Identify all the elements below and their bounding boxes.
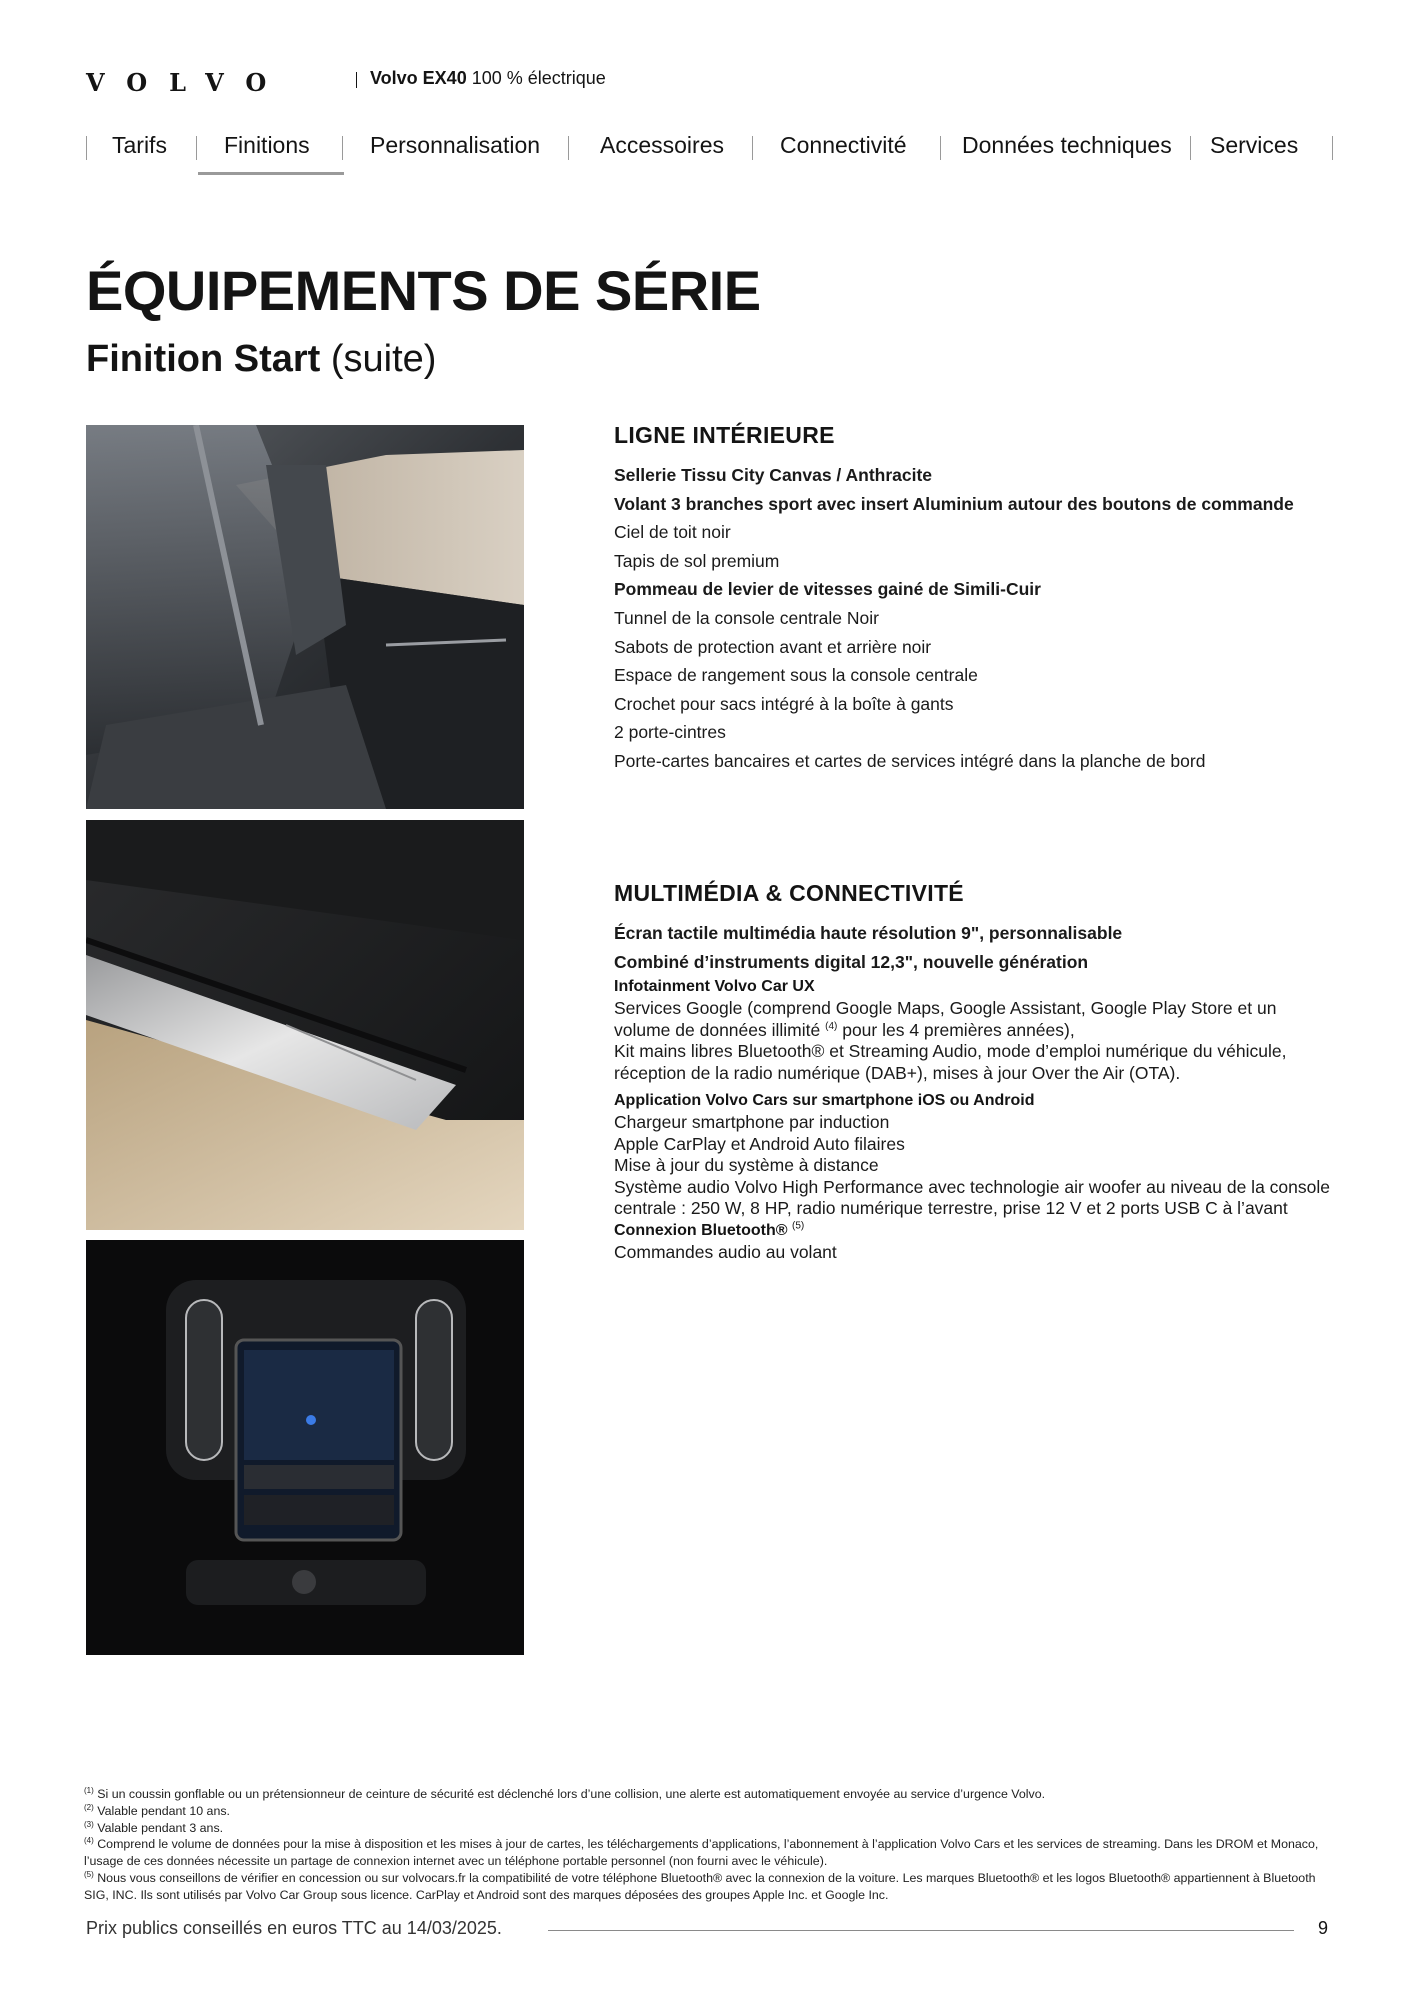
tab-accessoires[interactable]: Accessoires [600,132,724,158]
tab-divider [196,136,197,160]
tab-divider [752,136,753,160]
footnote [84,1803,1334,1820]
list-item: Chargeur smartphone par induction [614,1112,890,1133]
footnote-mark: (1) [84,1785,94,1795]
footnote-ref: (4) [825,1020,838,1032]
footnotes [84,1786,1334,1904]
interior-seat-illustration [86,425,524,809]
list-item: Infotainment Volvo Car UX [614,978,815,996]
brand [86,68,288,97]
list-item: Ciel de toit noir [614,522,731,543]
interior-section-title: LIGNE INTÉRIEURE [614,422,835,448]
footnote-mark: (5) [84,1869,94,1879]
dashboard-screen-illustration [86,1240,524,1655]
interior-section [614,422,1334,776]
tab-finitions[interactable]: Finitions [224,132,310,158]
model-name: Volvo EX40 [370,68,467,88]
list-item: Pommeau de levier de vitesses gainé de Simili-Cuir [614,579,1041,600]
footnote-mark: (2) [84,1802,94,1812]
tab-personnalisation[interactable]: Personnalisation [370,132,541,158]
list-item: Sellerie Tissu City Canvas / Anthracite [614,465,933,485]
tab-divider [86,136,87,160]
footnote [84,1786,1334,1803]
footer-rule [548,1930,1294,1931]
list-item: Tapis de sol premium [614,550,780,571]
page-number: 9 [1318,1918,1329,1938]
tab-connectivite[interactable]: Connectivité [780,132,907,158]
list-item [614,1220,1334,1242]
subtitle-trim: Finition Start [86,338,321,380]
multimedia-section [614,880,1334,1263]
list-item: Système audio Volvo High Performance avec technologie air woofer au niveau de la console centrale : 250 W, 8 HP, radio numérique terrestre, prise 12 V et 2 ports USB C à l’avant [614,1176,1330,1219]
page-subtitle [86,338,436,381]
list-item: Commandes audio au volant [614,1241,837,1262]
list-item: 2 porte-cintres [614,722,726,743]
tab-services[interactable]: Services [1210,132,1299,158]
volvo-logo[interactable]: VOLVO [86,68,289,97]
price-disclaimer: Prix publics conseillés en euros TTC au 14/03/2025. [86,1918,502,1938]
list-item: Apple CarPlay et Android Auto filaires [614,1133,905,1154]
active-tab-indicator [198,172,344,175]
list-item: Écran tactile multimédia haute résolution 9", personnalisable [614,923,1123,943]
model-heading [370,68,606,89]
google-services-text-end: pour les 4 premières années), [842,1019,1075,1040]
list-item: Porte-cartes bancaires et cartes de services intégré dans la planche de bord [614,750,1206,771]
subtitle-suite: (suite) [330,338,437,380]
list-item: Mise à jour du système à distance [614,1155,879,1176]
sill-photo [86,820,524,1230]
list-item: Espace de rangement sous la console centrale [614,665,978,686]
screen-photo [86,1240,524,1655]
footnote [84,1870,1334,1904]
list-item: Sabots de protection avant et arrière noir [614,636,932,657]
tab-tarifs[interactable]: Tarifs [112,132,167,158]
tab-divider [342,136,343,160]
list-item: Combiné d’instruments digital 12,3", nouvelle génération [614,951,1089,972]
list-item: Crochet pour sacs intégré à la boîte à gants [614,693,954,714]
list-item: Kit mains libres Bluetooth® et Streaming Audio, mode d’emploi numérique du véhicule, réception de la radio numérique (DAB+), mises à jour Over the Air (OTA). [614,1041,1287,1083]
door-sill-illustration [86,820,524,1230]
footnote-text: Comprend le volume de données pour la mise à disposition et les mises à jour de cartes, les téléchargements d’applications, l’abonnement à l’application Volvo Cars et les services de streaming. Dans les DROM et Monaco, l’usage de ces données nécessite un partage de connexion internet avec un téléphone portable personnel (non fourni avec le véhicule). [84,1837,1319,1869]
footnote-mark: (3) [84,1819,94,1829]
footnote-text: Valable pendant 3 ans. [97,1820,224,1835]
multimedia-section-title: MULTIMÉDIA & CONNECTIVITÉ [614,880,964,906]
section-tabs [86,132,1342,176]
list-item: Application Volvo Cars sur smartphone iOS ou Android [614,1092,1035,1110]
footnote [84,1836,1334,1870]
bluetooth-text: Connexion Bluetooth® [614,1221,788,1239]
footnote-text: Si un coussin gonflable ou un prétensionneur de ceinture de sécurité est déclenché lors d’une collision, une alerte est automatiquement envoyée au service d’urgence Volvo. [97,1787,1046,1801]
footnote-ref: (5) [792,1220,805,1232]
google-services-text: Services Google (comprend Google Maps, Google Assistant, Google Play Store et un volume de données illimité [614,998,1277,1040]
footnote-text: Nous vous conseillons de vérifier en concession ou sur volvocars.fr la compatibilité de votre téléphone Bluetooth® avec la connexion de la voiture. Les marques Bluetooth® et les logos Bluetooth® appartiennent à Bluetooth SIG, INC. Ils sont utilisés par Volvo Car Group sous licence. CarPlay et Android sont des marques déposées des groupes Apple Inc. et Google Inc. [84,1870,1316,1902]
tab-divider [1332,136,1333,160]
page-title: ÉQUIPEMENTS DE SÉRIE [86,259,761,322]
tab-divider [1190,136,1191,160]
model-suffix: 100 % électrique [471,68,606,88]
list-item [614,998,1334,1041]
footnote-mark: (4) [84,1836,94,1846]
interior-photo [86,425,524,809]
footnote [84,1820,1334,1837]
list-item: Volant 3 branches sport avec insert Aluminium autour des boutons de commande [614,493,1294,514]
footnote-text: Valable pendant 10 ans. [97,1803,230,1818]
tab-divider [940,136,941,160]
tab-divider [568,136,569,160]
tab-donnees-techniques[interactable]: Données techniques [962,132,1172,158]
header-divider [356,72,357,88]
list-item: Tunnel de la console centrale Noir [614,607,879,628]
